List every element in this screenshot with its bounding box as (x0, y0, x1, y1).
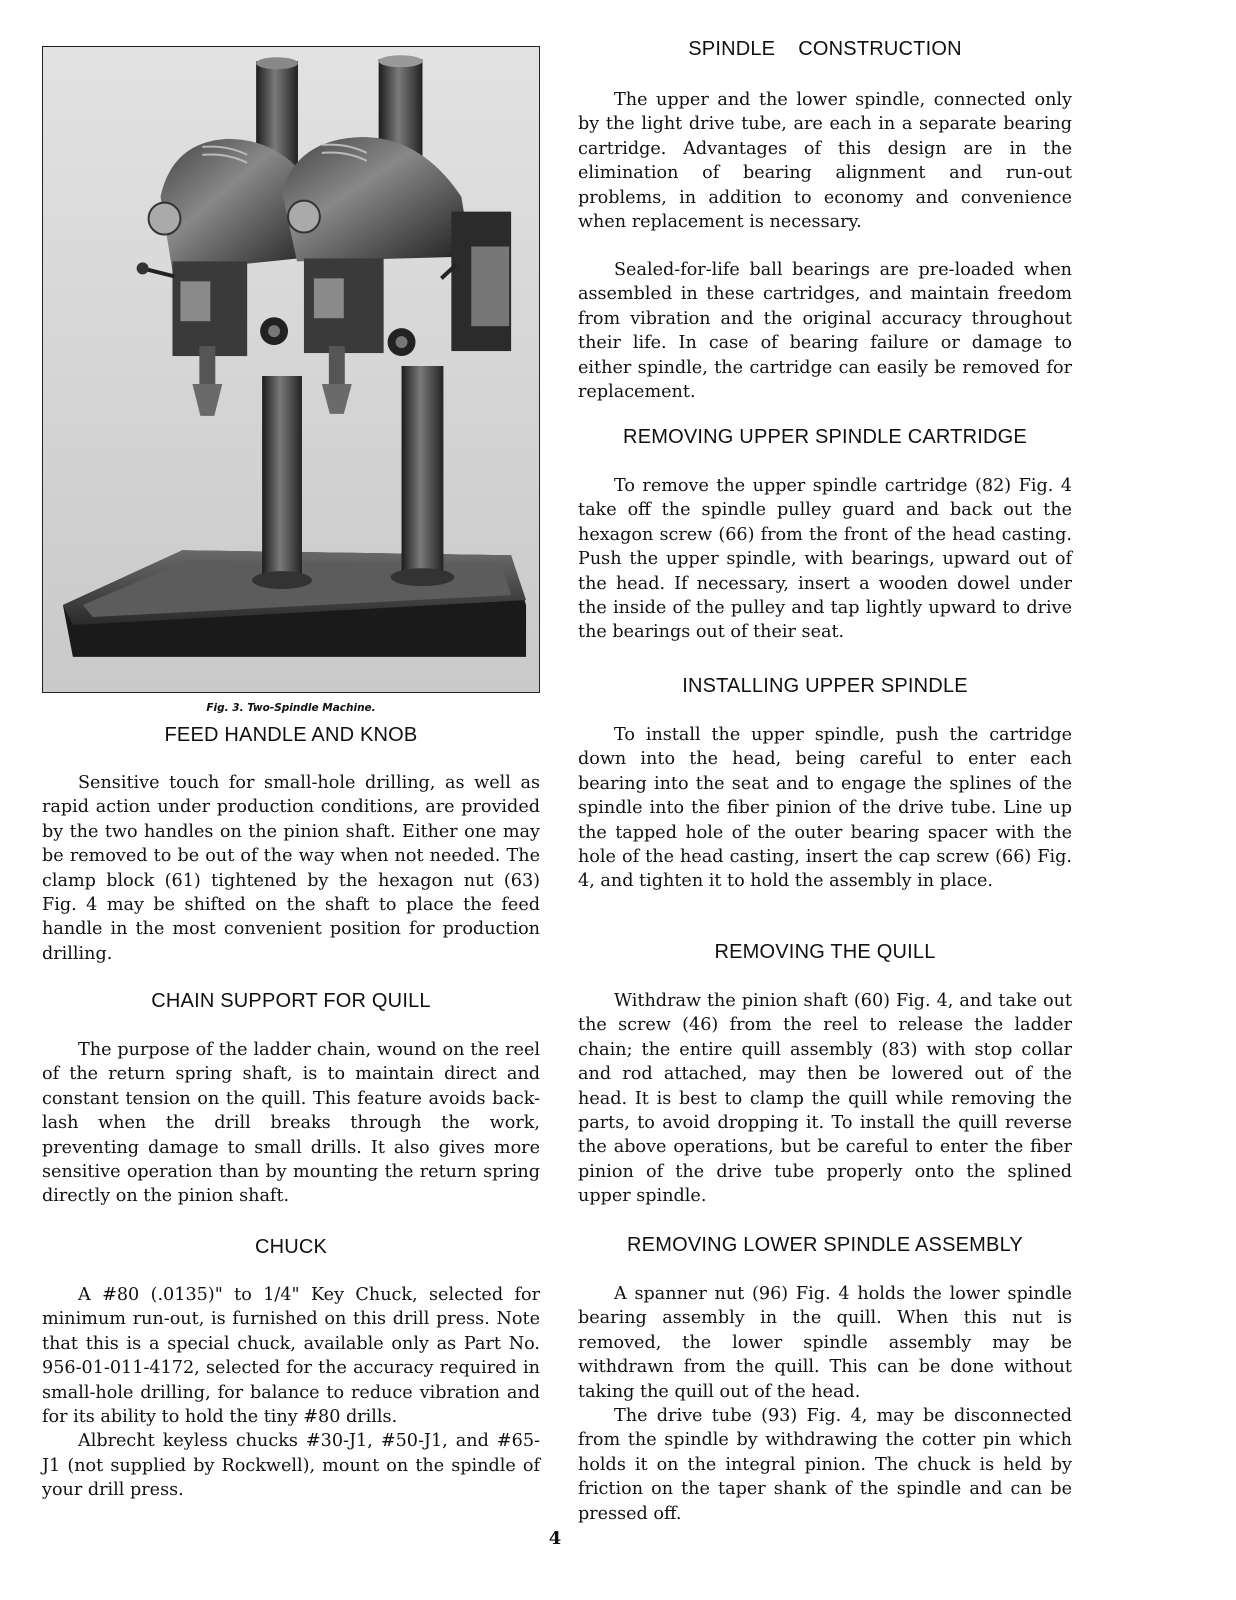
paragraph: The purpose of the ladder chain, wound on the reel of the return spring shaft, is to maintain direct and constant tension on the quill. This feature avoids back-lash when the drill breaks through the work, preventing damage to small drills. It also gives more sensitive operation than by mounting the return spring directly on the pinion shaft. (42, 1040, 540, 1207)
heading-removing-upper-cartridge: REMOVING UPPER SPINDLE CARTRIDGE (623, 426, 1027, 448)
heading-installing-upper-spindle: INSTALLING UPPER SPINDLE (682, 675, 968, 697)
paragraph: A spanner nut (96) Fig. 4 holds the lower spindle bearing assembly in the quill. When this nut is removed, the lower spindle assembly may be withdrawn from the quill. This can be done without taking the quill out of the head. (578, 1284, 1072, 1402)
removing-upper-cartridge-text (578, 474, 1072, 645)
paragraph: Sensitive touch for small-hole drilling, as well as rapid action under production conditions, are provided by the two handles on the pinion shaft. Either one may be removed to be out of the way when not needed. The clamp block (61) tightened by the hexagon nut (63) Fig. 4 may be shifted on the shaft to place the feed handle in the most convenient position for production drilling. (42, 773, 540, 964)
paragraph: Withdraw the pinion shaft (60) Fig. 4, and take out the screw (46) from the reel to release the ladder chain; the entire quill assembly (83) with stop collar and rod attached, may then be lowered out of the head. It is best to clamp the quill while removing the parts, to avoid dropping it. To install the quill reverse the above operations, but be careful to enter the fiber pinion of the drive tube properly onto the splined upper spindle. (578, 991, 1072, 1207)
paragraph: The upper and the lower spindle, connected only by the light drive tube, are each in a separate bearing cartridge. Advantages of this design are in the elimination of bearing alignment and run-out problems, in addition to economy and convenience when replacement is necessary. (578, 90, 1072, 233)
paragraph: The drive tube (93) Fig. 4, may be disconnected from the spindle by withdrawing the cotter pin which holds it on the integral pinion. The chuck is held by friction on the taper shank of the spindle and can be pressed off. (578, 1406, 1072, 1524)
paragraph: To install the upper spindle, push the cartridge down into the head, being careful to enter each bearing into the seat and to engage the splines of the spindle into the fiber pinion of the drive tube. Line up the tapped hole of the outer bearing spacer with the hole of the head casting, insert the cap screw (66) Fig. 4, and tighten it to hold the assembly in place. (578, 725, 1072, 892)
installing-upper-spindle-text (578, 723, 1072, 894)
paragraph: A #80 (.0135)" to 1/4" Key Chuck, selected for minimum run-out, is furnished on this drill press. Note that this is a special chuck, available only as Part No. 956-01-011-4172, selected for the accuracy required in small-hole drilling, for balance to reduce vibration and for its ability to hold the tiny #80 drills. (42, 1285, 540, 1428)
two-spindle-machine-photo (42, 46, 540, 693)
paragraph: Sealed-for-life ball bearings are pre-loaded when assembled in these cartridges, and maintain freedom from vibration and the original accuracy throughout their life. In case of bearing failure or damage to either spindle, the cartridge can easily be removed for replacement. (578, 260, 1072, 403)
removing-quill-text (578, 989, 1072, 1209)
chain-support-text (42, 1038, 540, 1209)
page-number: 4 (548, 1528, 562, 1549)
paragraph: To remove the upper spindle cartridge (82) Fig. 4 take off the spindle pulley guard and back out the hexagon screw (66) from the front of the head casting. Push the upper spindle, with bearings, upward out of the head. If necessary, insert a wooden dowel under the inside of the pulley and tap lightly upward to drive the bearings out of their seat. (578, 476, 1072, 643)
sealed-bearings-text (578, 258, 1072, 404)
heading-chain-support: CHAIN SUPPORT FOR QUILL (151, 990, 431, 1012)
spindle-construction-text (578, 88, 1072, 234)
chuck-text (42, 1283, 540, 1503)
heading-spindle-construction: SPINDLE CONSTRUCTION (688, 38, 962, 60)
drill-press-illustration (43, 47, 539, 692)
heading-feed-handle: FEED HANDLE AND KNOB (164, 724, 418, 746)
paragraph: Albrecht keyless chucks #30-J1, #50-J1, and #65-J1 (not supplied by Rockwell), mount on the spindle of your drill press. (42, 1431, 540, 1501)
heading-chuck: CHUCK (254, 1236, 328, 1258)
figure-caption: Fig. 3. Two-Spindle Machine. (206, 702, 376, 714)
heading-removing-quill: REMOVING THE QUILL (714, 941, 936, 963)
heading-removing-lower-spindle: REMOVING LOWER SPINDLE ASSEMBLY (627, 1234, 1023, 1256)
feed-handle-text (42, 771, 540, 966)
removing-lower-spindle-text (578, 1282, 1072, 1526)
